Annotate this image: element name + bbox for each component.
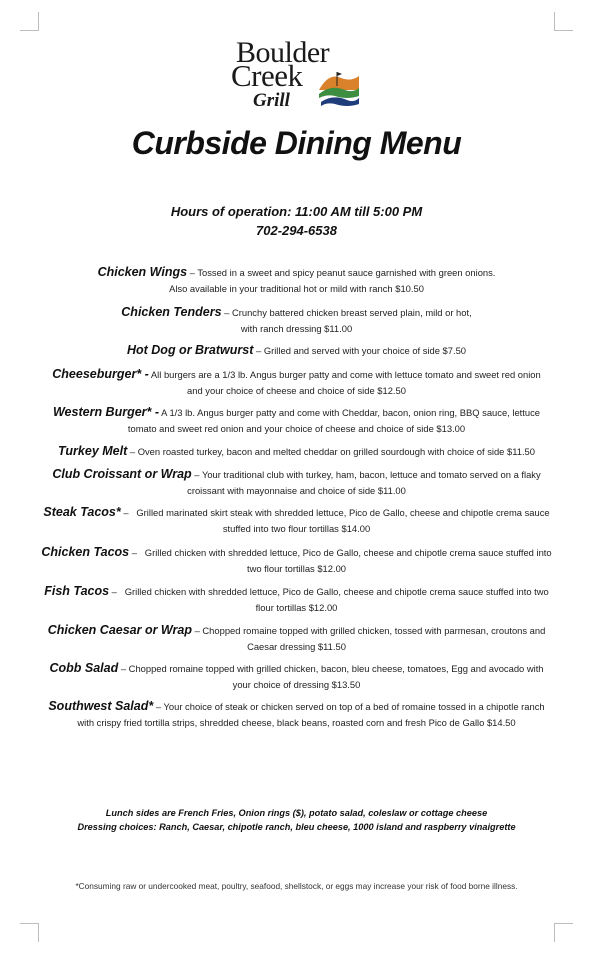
menu-item: [0, 304, 593, 337]
menu-item-name: Chicken Caesar or Wrap: [47, 623, 192, 637]
menu-item-separator: –: [187, 267, 198, 278]
menu-item-description-cont: tomato and sweet red onion and your choice of cheese and choice of side $13.00: [127, 423, 466, 434]
corner-mark-bottom-right: [554, 923, 573, 942]
menu-item-description: Tossed in a sweet and spicy peanut sauce garnished with green onions.: [197, 267, 496, 278]
menu-item: [0, 264, 593, 297]
menu-item-separator: –: [253, 345, 264, 356]
menu-item-description: Your choice of steak or chicken served on top of a bed of romaine tossed in a chipotle ranch: [163, 701, 545, 712]
menu-item-separator: –: [221, 307, 232, 318]
menu-item-separator: –: [127, 446, 138, 457]
logo-line-3: Grill: [253, 90, 290, 111]
menu-item: [0, 466, 593, 499]
menu-item-description: Grilled marinated skirt steak with shredded lettuce, Pico de Gallo, cheese and chipotle crema sauce: [136, 507, 550, 518]
menu-item-description: Grilled chicken with shredded lettuce, Pico de Gallo, cheese and chipotle crema sauce stuffed into: [144, 547, 552, 558]
menu-item-name: Cobb Salad: [49, 661, 119, 675]
menu-item-description-cont: Caesar dressing $11.50: [247, 641, 346, 652]
menu-item-description-cont: with ranch dressing $11.00: [240, 323, 353, 334]
menu-item-description-cont: stuffed into two flour tortillas $14.00: [222, 523, 371, 534]
menu-items: [0, 264, 593, 731]
menu-item: [0, 660, 593, 693]
logo-line-1: Boulder: [236, 36, 330, 69]
menu-item: [0, 404, 593, 437]
menu-item-separator: –: [120, 507, 137, 518]
phone-number: 702-294-6538: [256, 223, 337, 238]
menu-item-description: All burgers are a 1/3 lb. Angus burger patty and come with lettuce tomato and sweet red onion: [150, 369, 541, 380]
menu-item-separator: –: [191, 625, 203, 636]
menu-item-separator: –: [109, 586, 125, 597]
menu-item-description: A 1/3 lb. Angus burger patty and come with Cheddar, bacon, onion ring, BBQ sauce, lettuce: [161, 407, 541, 418]
boulder-creek-logo: [226, 36, 376, 116]
menu-item-description-cont: two flour tortillas $12.00: [246, 563, 346, 574]
menu-item-description-cont: Also available in your traditional hot or mild with ranch $10.50: [169, 283, 424, 294]
page-title: Curbside Dining Menu: [131, 125, 462, 161]
menu-item-description: Oven roasted turkey, bacon and melted cheddar on grilled sourdough with choice of side $11.50: [137, 446, 535, 457]
menu-item-description: Chopped romaine topped with grilled chicken, tossed with parmesan, croutons and: [202, 625, 546, 636]
menu-item-description-cont: croissant with mayonnaise and choice of side $11.00: [187, 485, 406, 496]
menu-item: [0, 544, 593, 577]
menu-item-description-cont: and your choice of cheese and choice of side $12.50: [187, 385, 406, 396]
menu-item-description-cont: flour tortillas $12.00: [255, 602, 338, 613]
golf-hills-icon: [317, 68, 361, 110]
menu-item-name: Southwest Salad*: [48, 699, 154, 713]
menu-item-description: Grilled and served with your choice of side $7.50: [263, 345, 467, 356]
corner-mark-top-left: [20, 12, 39, 31]
hours-block: [0, 202, 593, 240]
menu-item-name: Hot Dog or Bratwurst: [126, 343, 254, 357]
menu-item-separator: –: [118, 663, 129, 674]
menu-item-name: Fish Tacos: [44, 584, 110, 598]
dressing-choices: Dressing choices: Ranch, Caesar, chipotle ranch, bleu cheese, 1000 island and raspberry vinaigrette: [77, 822, 516, 832]
menu-item-description: Crunchy battered chicken breast served plain, mild or hot,: [231, 307, 472, 318]
menu-item-description: Chopped romaine topped with grilled chicken, bacon, bleu cheese, tomatoes, Egg and avocado with: [128, 663, 544, 674]
sides-block: [0, 806, 593, 834]
menu-item-separator: –: [191, 469, 202, 480]
corner-mark-top-right: [554, 12, 573, 31]
menu-item-name: Western Burger* -: [52, 405, 160, 419]
logo-line-2: Creek: [231, 58, 303, 93]
food-safety-disclaimer: *Consuming raw or undercooked meat, poultry, seafood, shellstock, or eggs may increase your risk of food borne illness.: [75, 881, 518, 891]
menu-item-separator: –: [153, 701, 164, 712]
menu-item: [0, 366, 593, 399]
hours-of-operation: Hours of operation: 11:00 AM till 5:00 PM: [170, 204, 423, 219]
menu-item-name: Steak Tacos*: [43, 505, 121, 519]
menu-item-description-cont: your choice of dressing $13.50: [232, 679, 361, 690]
menu-item-name: Chicken Wings: [97, 265, 188, 279]
lunch-sides: Lunch sides are French Fries, Onion rings ($), potato salad, coleslaw or cottage cheese: [105, 808, 488, 818]
menu-item-name: Turkey Melt: [58, 444, 128, 458]
menu-item-name: Club Croissant or Wrap: [52, 467, 192, 481]
menu-item-name: Chicken Tenders: [121, 305, 222, 319]
menu-item: [0, 698, 593, 731]
menu-item-separator: –: [129, 547, 145, 558]
menu-item-description-cont: with crispy fried tortilla strips, shredded cheese, black beans, roasted corn and fresh Pico de Gallo $14.50: [77, 717, 516, 728]
menu-item-description: Your traditional club with turkey, ham, bacon, lettuce and tomato served on a flaky: [201, 469, 541, 480]
menu-item-name: Cheeseburger* -: [52, 367, 149, 381]
menu-item-name: Chicken Tacos: [41, 545, 130, 559]
menu-item: [0, 342, 593, 359]
corner-mark-bottom-left: [20, 923, 39, 942]
menu-item: [0, 622, 593, 655]
menu-item: [0, 583, 593, 616]
menu-item: [0, 443, 593, 460]
menu-item: [0, 504, 593, 537]
menu-item-description: Grilled chicken with shredded lettuce, Pico de Gallo, cheese and chipotle crema sauce stuffed into two: [124, 586, 549, 597]
